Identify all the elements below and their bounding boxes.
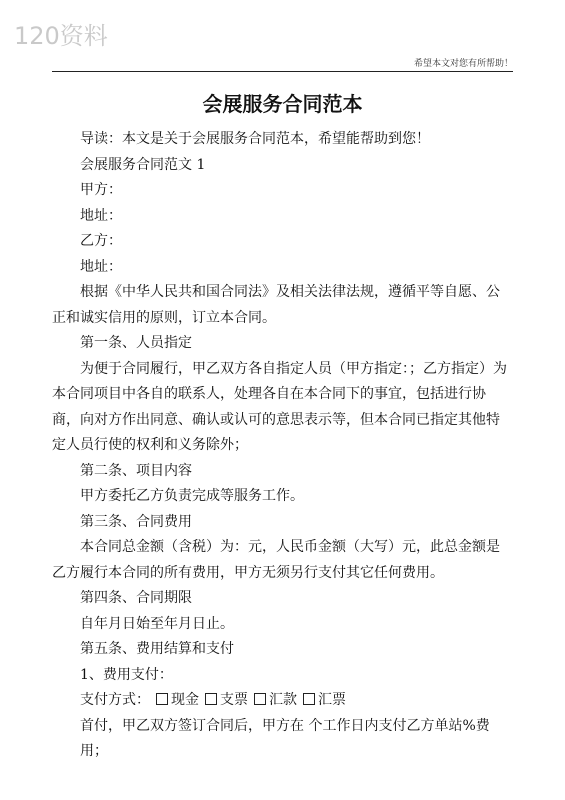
payment-option: 支票 <box>220 692 248 708</box>
address-a-line: 地址： <box>80 207 122 224</box>
party-b-line: 乙方： <box>80 233 122 249</box>
checkbox-icon <box>254 693 266 705</box>
preamble-paragraph: 根据《中华人民共和国合同法》及相关法律法规，遵循平等自愿、公正和诚实信用的原则，订立本合同。 <box>52 284 500 326</box>
intro-line: 导读：本文是关于会展服务合同范本，希望能帮助到您！ <box>80 131 430 147</box>
header-divider <box>52 71 513 72</box>
article-2-title: 第二条、项目内容 <box>80 462 192 479</box>
watermark-logo: 120资料 <box>14 22 108 50</box>
payment-method-line <box>80 688 513 714</box>
article-4-title: 第四条、合同期限 <box>80 590 192 606</box>
article-3-title: 第三条、合同费用 <box>80 513 192 530</box>
party-a-line: 甲方： <box>80 182 122 198</box>
payment-option: 汇票 <box>318 692 346 708</box>
header-note: 希望本文对您有所帮助！ <box>413 59 513 69</box>
checkbox-icon <box>156 693 168 705</box>
article-3-body: 本合同总金额（含税）为：元，人民币金额（大写）元，此总金额是乙方履行本合同的所有费用，甲方无须另行支付其它任何费用。 <box>52 539 500 581</box>
article-2-body: 甲方委托乙方负责完成等服务工作。 <box>80 488 304 504</box>
first-payment-line: 首付，甲乙双方签订合同后，甲方在 个工作日内支付乙方单站%费用； <box>80 717 490 759</box>
payment-option: 现金 <box>171 692 199 708</box>
payment-option: 汇款 <box>269 692 297 708</box>
article-4-body: 自年月日始至年月日止。 <box>80 615 234 632</box>
article-5-item-1: 1、费用支付： <box>80 666 173 683</box>
document-title: 会展服务合同范本 <box>202 92 363 116</box>
document-body <box>52 127 513 765</box>
address-b-line: 地址： <box>80 258 122 275</box>
article-1-title: 第一条、人员指定 <box>80 335 192 351</box>
payment-method-label: 支付方式： <box>80 692 150 708</box>
checkbox-icon <box>205 693 217 705</box>
article-5-title: 第五条、费用结算和支付 <box>80 641 234 657</box>
article-1-body: 为便于合同履行，甲乙双方各自指定人员（甲方指定：；乙方指定）为本合同项目中各自的联系人，处理各自在本合同下的事宜，包括进行协商，向对方作出同意、确认或认可的意思表示等，但本合同已指定其他特定人员行使的权利和义务除外； <box>52 360 507 453</box>
checkbox-icon <box>303 693 315 705</box>
sample-title: 会展服务合同范文 1 <box>80 156 206 173</box>
